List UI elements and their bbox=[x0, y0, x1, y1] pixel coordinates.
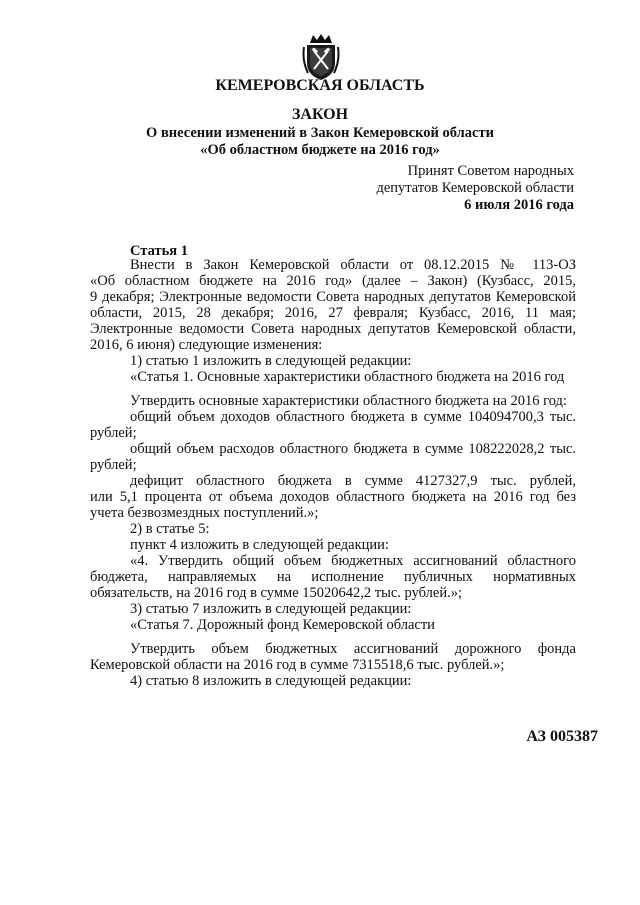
paragraph-line: 9 декабря; Электронные ведомости Совета народных депутатов Кемеровской bbox=[90, 289, 576, 305]
paragraph-line: 2016, 6 июня) следующие изменения: bbox=[90, 337, 323, 353]
item-3: 3) статью 7 изложить в следующей редакции: bbox=[130, 601, 412, 617]
adoption-line2: депутатов Кемеровской области bbox=[376, 180, 574, 196]
income-line: общий объем доходов областного бюджета в сумме 104094700,3 тыс. bbox=[130, 409, 576, 425]
item-4: 4) статью 8 изложить в следующей редакции: bbox=[130, 673, 412, 689]
law-title-line2: «Об областном бюджете на 2016 год» bbox=[200, 142, 440, 158]
road-fund-line: Утвердить объем бюджетных ассигнований дорожного фонда bbox=[130, 641, 576, 657]
region-heading: КЕМЕРОВСКАЯ ОБЛАСТЬ bbox=[215, 77, 425, 94]
law-heading: ЗАКОН bbox=[291, 106, 349, 123]
article-heading: Статья 1 bbox=[130, 243, 188, 259]
serial-number: АЗ 005387 bbox=[526, 728, 598, 745]
item-1-quote: «Статья 1. Основные характеристики областного бюджета на 2016 год bbox=[130, 369, 565, 385]
road-fund-line-end: Кемеровской области на 2016 год в сумме 7315518,6 тыс. рублей.»; bbox=[90, 657, 505, 673]
point-4-line: бюджета, направляемых на исполнение публичных нормативных bbox=[90, 569, 576, 585]
law-title-line1: О внесении изменений в Закон Кемеровской области bbox=[146, 125, 494, 141]
paragraph-line: «Об областном бюджете на 2016 год» (далее – Закон) (Кузбасс, 2015, bbox=[90, 273, 576, 289]
expense-line-end: рублей; bbox=[90, 457, 137, 473]
approve-intro: Утвердить основные характеристики областного бюджета на 2016 год: bbox=[130, 393, 567, 409]
point-4-line: «4. Утвердить общий объем бюджетных ассигнований областного bbox=[130, 553, 576, 569]
adoption-date: 6 июля 2016 года bbox=[464, 197, 574, 213]
item-2-point: пункт 4 изложить в следующей редакции: bbox=[130, 537, 389, 553]
expense-line: общий объем расходов областного бюджета в сумме 108222028,2 тыс. bbox=[130, 441, 576, 457]
coat-of-arms-icon bbox=[302, 33, 340, 81]
paragraph-line: Внести в Закон Кемеровской области от 08.12.2015 № 113-ОЗ bbox=[130, 257, 576, 273]
paragraph-line: Электронные ведомости Совета народных депутатов Кемеровской области, bbox=[90, 321, 576, 337]
item-1: 1) статью 1 изложить в следующей редакции: bbox=[130, 353, 412, 369]
paragraph-line: области, 2015, 28 декабря; 2016, 27 февраля; Кузбасс, 2016, 11 мая; bbox=[90, 305, 576, 321]
adoption-line1: Принят Советом народных bbox=[407, 163, 574, 179]
deficit-line: дефицит областного бюджета в сумме 4127327,9 тыс. рублей, bbox=[130, 473, 576, 489]
income-line-end: рублей; bbox=[90, 425, 137, 441]
item-2: 2) в статье 5: bbox=[130, 521, 210, 537]
item-3-quote: «Статья 7. Дорожный фонд Кемеровской области bbox=[130, 617, 435, 633]
deficit-line: или 5,1 процента от объема доходов областного бюджета на 2016 год без bbox=[90, 489, 576, 505]
point-4-line-end: обязательств, на 2016 год в сумме 15020642,2 тыс. рублей.»; bbox=[90, 585, 463, 601]
deficit-line-end: учета безвозмездных поступлений.»; bbox=[90, 505, 319, 521]
